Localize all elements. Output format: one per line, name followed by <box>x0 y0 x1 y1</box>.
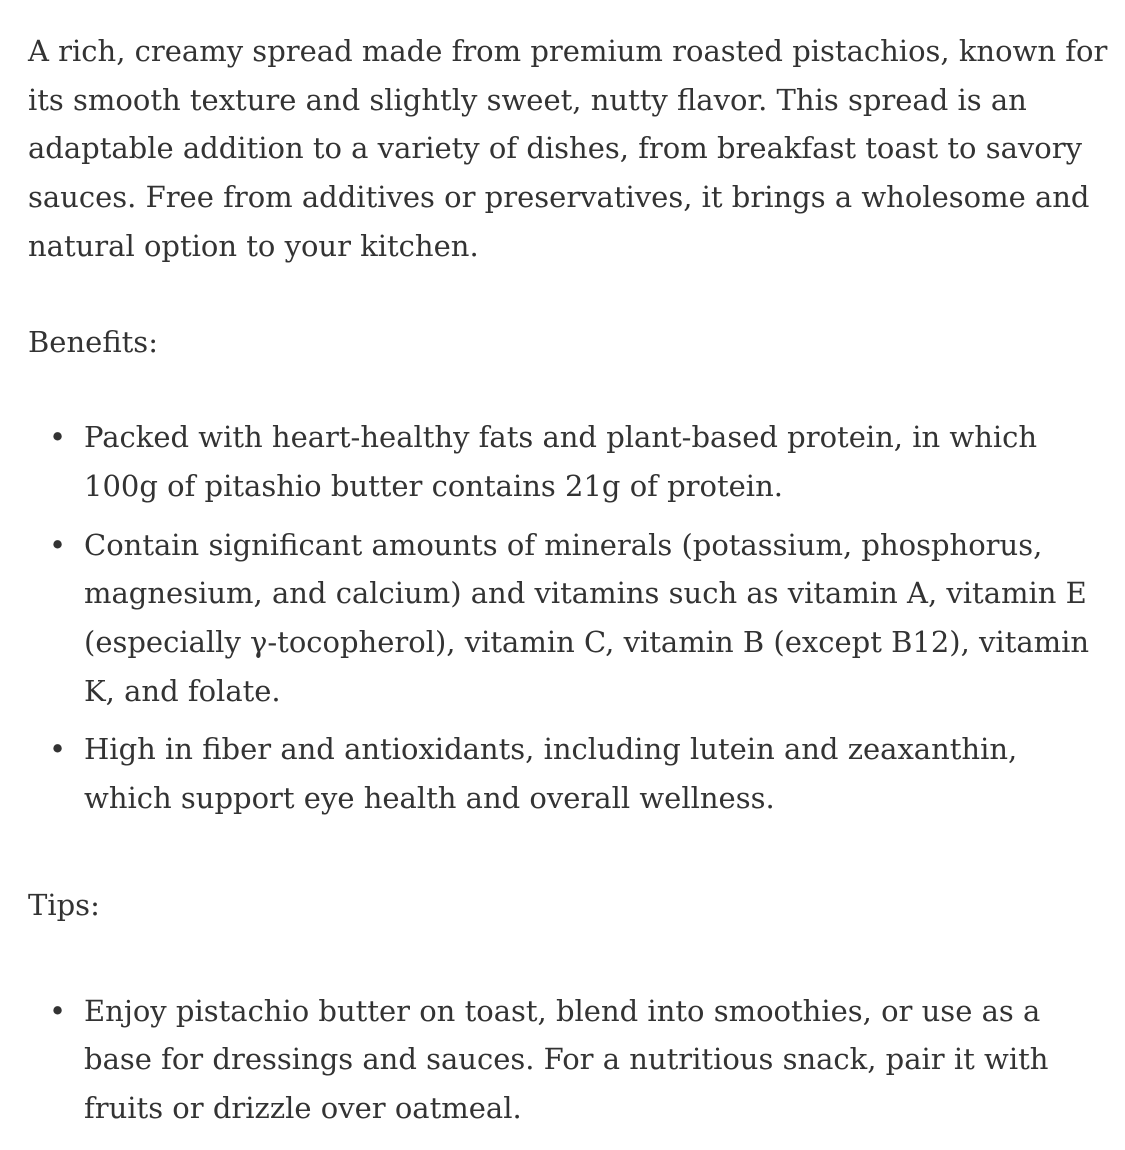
benefits-heading: Benefits: <box>28 324 158 359</box>
benefit-item-fiber-antioxidants: • High in fiber and antioxidants, including lutein and zeaxanthin, which support eye health and overall wellness. <box>84 725 1113 822</box>
tips-list <box>28 987 1113 1133</box>
intro-paragraph: A rich, creamy spread made from premium roasted pistachios, known for its smooth texture and slightly sweet, nutty flavor. This spread is an adaptable addition to a variety of dishes, from breakfast toast to savory sauces. Free from additives or preservatives, it brings a wholesome and natural option to your kitchen. <box>28 34 1108 263</box>
tips-heading: Tips: <box>28 887 100 922</box>
product-description <box>28 27 1113 1143</box>
tip-item-usage: • Enjoy pistachio butter on toast, blend into smoothies, or use as a base for dressings and sauces. For a nutritious snack, pair it with fruits or drizzle over oatmeal. <box>84 987 1113 1133</box>
benefits-list <box>28 413 1113 823</box>
benefit-item-minerals-vitamins: • Contain significant amounts of minerals (potassium, phosphorus, magnesium, and calcium) and vitamins such as vitamin A, vitamin E (especially γ-tocopherol), vitamin C, vitamin B (except B12), vitamin K, and folate. <box>84 521 1113 716</box>
benefit-item-protein: • Packed with heart-healthy fats and plant-based protein, in which 100g of pitashio butter contains 21g of protein. <box>84 413 1113 510</box>
